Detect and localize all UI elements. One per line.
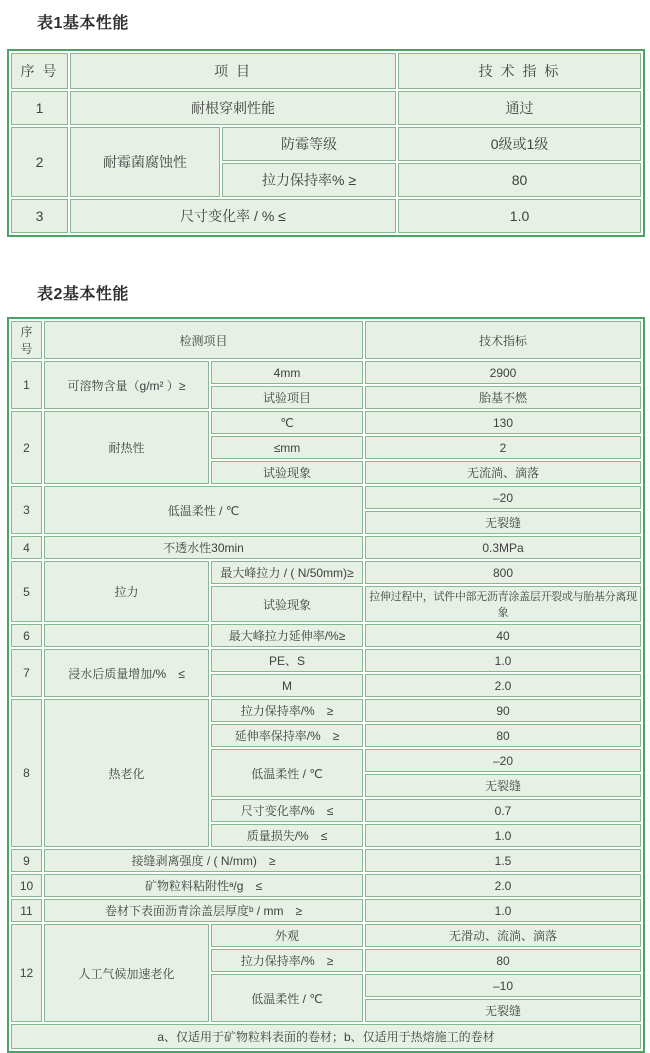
t2-r8-sub5: 质量损失/% ≤ [211,824,363,847]
t2-r1-val1: 2900 [365,361,641,384]
table-row [11,849,641,872]
t2-r5-item: 拉力 [44,561,209,622]
t2-r7-sub2: M [211,674,363,697]
t2-r3-val1: –20 [365,486,641,509]
t2-header-no: 序号 [11,321,42,359]
t2-r7-val1: 1.0 [365,649,641,672]
table-row [11,699,641,722]
table-row [11,874,641,897]
t2-r7-val2: 2.0 [365,674,641,697]
t2-r5-sub2: 试验现象 [211,586,363,622]
t2-r3-val2: 无裂缝 [365,511,641,534]
t2-r8-val2: 80 [365,724,641,747]
t1-r3-item: 尺寸变化率 / % ≤ [70,199,396,233]
t2-r1-sub1: 4mm [211,361,363,384]
t2-r12-val3b: 无裂缝 [365,999,641,1022]
t2-r2-sub1: ℃ [211,411,363,434]
t1-header-no: 序 号 [11,53,68,89]
table1-header-row [11,53,641,89]
t1-header-index: 技 术 指 标 [398,53,641,89]
t2-r8-val1: 90 [365,699,641,722]
t2-r11-value: 1.0 [365,899,641,922]
table-row [11,561,641,584]
t2-r8-val4: 0.7 [365,799,641,822]
t2-r12-item: 人工气候加速老化 [44,924,209,1022]
table-row [11,624,641,647]
t2-r5-sub1: 最大峰拉力 / ( N/50mm)≥ [211,561,363,584]
table-row [11,536,641,559]
t2-r4-no: 4 [11,536,42,559]
t2-r12-val1: 无滑动、流淌、滴落 [365,924,641,947]
t2-r10-value: 2.0 [365,874,641,897]
t2-r6-sub1: 最大峰拉力延伸率/%≥ [211,624,363,647]
t2-r1-no: 1 [11,361,42,409]
t2-r9-value: 1.5 [365,849,641,872]
t1-header-item: 项 目 [70,53,396,89]
t2-r8-item: 热老化 [44,699,209,847]
table-row [11,199,641,233]
t2-r1-sub2: 试验项目 [211,386,363,409]
t2-r8-sub2: 延伸率保持率/% ≥ [211,724,363,747]
t1-r1-value: 通过 [398,91,641,125]
t1-r1-no: 1 [11,91,68,125]
t2-r12-sub2: 拉力保持率/% ≥ [211,949,363,972]
t2-r8-val3b: 无裂缝 [365,774,641,797]
t2-r11-no: 11 [11,899,42,922]
table-row [11,361,641,384]
t2-r6-val1: 40 [365,624,641,647]
t2-r8-no: 8 [11,699,42,847]
t2-r2-sub3: 试验现象 [211,461,363,484]
t2-r7-sub1: PE、S [211,649,363,672]
t2-r2-no: 2 [11,411,42,484]
t1-r2-item: 耐霉菌腐蚀性 [70,127,220,197]
t1-r2-sub2: 拉力保持率% ≥ [222,163,396,197]
t2-r4-value: 0.3MPa [365,536,641,559]
t2-r12-no: 12 [11,924,42,1022]
t1-r2-no: 2 [11,127,68,197]
t2-r2-item: 耐热性 [44,411,209,484]
table-row [11,127,641,161]
t1-r2-val2: 80 [398,163,641,197]
t2-r5-no: 5 [11,561,42,622]
t2-r8-sub4: 尺寸变化率/% ≤ [211,799,363,822]
t2-r7-no: 7 [11,649,42,697]
table1-title: 表1基本性能 [37,15,129,32]
t2-r8-sub3: 低温柔性 / ℃ [211,749,363,797]
t2-r5-val2: 拉伸过程中，试件中部无沥青涂盖层开裂或与胎基分离现象 [365,586,641,622]
t1-r3-no: 3 [11,199,68,233]
t2-r2-val3: 无流淌、滴落 [365,461,641,484]
t2-footnote: a、仅适用于矿物粒料表面的卷材；b、仅适用于热熔施工的卷材 [11,1024,641,1049]
t1-r2-val1: 0级或1级 [398,127,641,161]
t2-r7-item: 浸水后质量增加/% ≤ [44,649,209,697]
t2-r9-item: 接缝剥离强度 / ( N/mm) ≥ [44,849,363,872]
t1-r2-sub1: 防霉等级 [222,127,396,161]
t2-r8-sub1: 拉力保持率/% ≥ [211,699,363,722]
t1-r3-value: 1.0 [398,199,641,233]
t2-r5-val1: 800 [365,561,641,584]
table-row [11,486,641,509]
t2-r6-item [44,624,209,647]
t2-r12-val3a: –10 [365,974,641,997]
table-row [11,899,641,922]
t2-header-index: 技术指标 [365,321,641,359]
t2-r6-no: 6 [11,624,42,647]
table-row [11,924,641,947]
table2-title: 表2基本性能 [37,286,129,303]
table-row [11,91,641,125]
table2-header-row [11,321,641,359]
t2-r12-val2: 80 [365,949,641,972]
t2-r1-val2: 胎基不燃 [365,386,641,409]
t2-r12-sub1: 外观 [211,924,363,947]
t2-r9-no: 9 [11,849,42,872]
t2-r4-item: 不透水性30min [44,536,363,559]
t2-r1-item: 可溶物含量（g/m² ）≥ [44,361,209,409]
t2-r8-val3a: –20 [365,749,641,772]
t2-r3-item: 低温柔性 / ℃ [44,486,363,534]
table2 [7,317,645,1053]
t2-r11-item: 卷材下表面沥青涂盖层厚度ᵇ / mm ≥ [44,899,363,922]
table-row [11,411,641,434]
table-footnote-row [11,1024,641,1049]
table1 [7,49,645,237]
t2-header-item: 检测项目 [44,321,363,359]
t2-r2-val1: 130 [365,411,641,434]
t2-r2-sub2: ≤mm [211,436,363,459]
t2-r10-no: 10 [11,874,42,897]
t2-r2-val2: 2 [365,436,641,459]
t1-r1-item: 耐根穿刺性能 [70,91,396,125]
table-row [11,649,641,672]
t2-r8-val5: 1.0 [365,824,641,847]
t2-r10-item: 矿物粒料粘附性ᵃ/g ≤ [44,874,363,897]
t2-r3-no: 3 [11,486,42,534]
t2-r12-sub3: 低温柔性 / ℃ [211,974,363,1022]
